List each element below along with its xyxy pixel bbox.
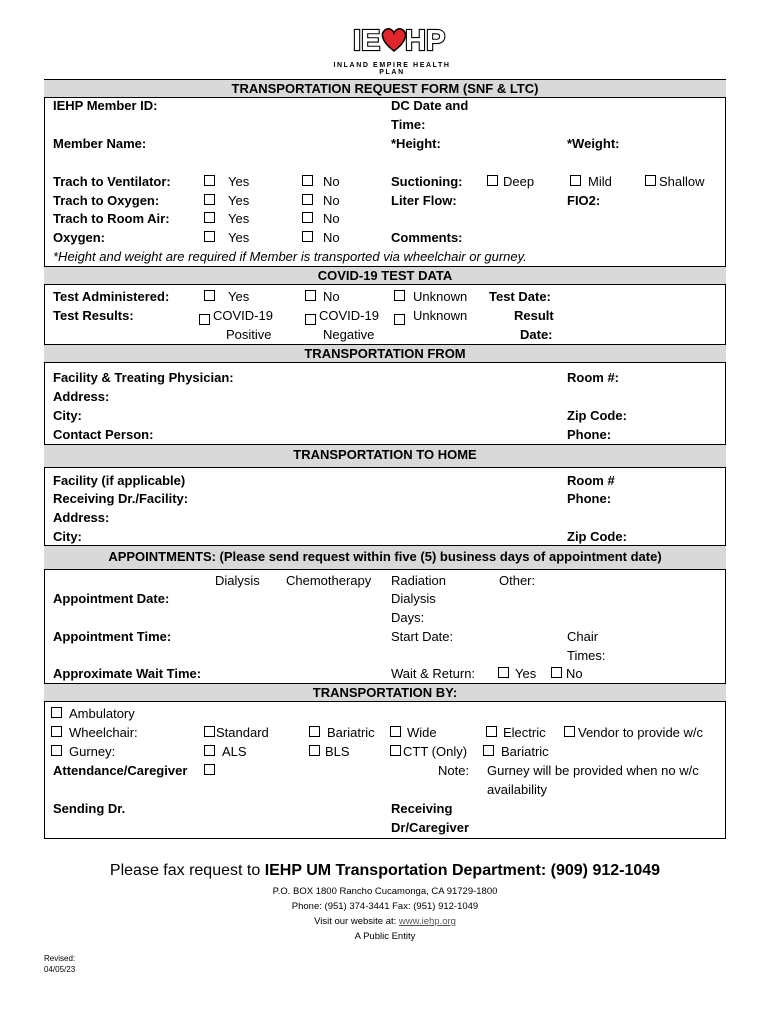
dialysis-days-label-2: Days: bbox=[391, 610, 425, 625]
shallow-checkbox[interactable] bbox=[645, 175, 656, 186]
transport-from-header: TRANSPORTATION FROM bbox=[44, 344, 726, 363]
chair-times-label-2: Times: bbox=[567, 648, 606, 663]
test-results-unknown-checkbox[interactable] bbox=[394, 314, 405, 325]
test-admin-unknown-label: Unknown bbox=[413, 289, 468, 304]
to-receiving-label: Receiving Dr./Facility: bbox=[53, 491, 189, 506]
electric-checkbox[interactable] bbox=[486, 726, 497, 737]
result-label: Result bbox=[514, 308, 554, 323]
test-admin-unknown-checkbox[interactable] bbox=[394, 290, 405, 301]
svg-text:HP: HP bbox=[405, 25, 446, 57]
trach-vent-yes-checkbox[interactable] bbox=[204, 175, 215, 186]
bls-label: BLS bbox=[325, 744, 350, 759]
wait-return-no-label: No bbox=[566, 666, 583, 681]
gurney-label: Gurney: bbox=[69, 744, 116, 759]
trach-oxy-yes-checkbox[interactable] bbox=[204, 194, 215, 205]
note-label: Note: bbox=[438, 763, 470, 778]
liter-flow-label: Liter Flow: bbox=[391, 193, 457, 208]
footer-address: P.O. BOX 1800 Rancho Cucamonga, CA 91729-1800 bbox=[272, 886, 498, 897]
deep-label: Deep bbox=[503, 174, 535, 189]
suctioning-label: Suctioning: bbox=[391, 174, 463, 189]
sending-dr-label: Sending Dr. bbox=[53, 801, 126, 816]
trach-vent-no-checkbox[interactable] bbox=[302, 175, 313, 186]
standard-label: Standard bbox=[216, 725, 269, 740]
note-text-1: Gurney will be provided when no w/c bbox=[487, 763, 699, 778]
covid-positive-label-2: Positive bbox=[226, 327, 272, 342]
from-address-label: Address: bbox=[53, 389, 110, 404]
test-admin-yes-checkbox[interactable] bbox=[204, 290, 215, 301]
to-address-label: Address: bbox=[53, 510, 110, 525]
als-checkbox[interactable] bbox=[204, 745, 215, 756]
logo-tagline: INLAND EMPIRE HEALTH PLAN bbox=[333, 62, 451, 76]
covid-header: COVID-19 TEST DATA bbox=[44, 266, 726, 285]
comments-label: Comments: bbox=[391, 230, 463, 245]
weight-label: *Weight: bbox=[567, 136, 620, 151]
test-results-label: Test Results: bbox=[53, 308, 134, 323]
footer-phone: Phone: (951) 374-3441 Fax: (951) 912-1049 bbox=[291, 901, 479, 912]
oxygen-yes-label: Yes bbox=[228, 230, 250, 245]
from-facility-label: Facility & Treating Physician: bbox=[53, 370, 234, 385]
ambulatory-label: Ambulatory bbox=[69, 706, 135, 721]
wait-return-label: Wait & Return: bbox=[391, 666, 476, 681]
als-label: ALS bbox=[222, 744, 247, 759]
form-title: TRANSPORTATION REQUEST FORM (SNF & LTC) bbox=[44, 79, 726, 98]
from-phone-label: Phone: bbox=[567, 427, 612, 442]
covid-negative-checkbox[interactable] bbox=[305, 314, 316, 325]
ctt-label: CTT (Only) bbox=[403, 744, 468, 759]
wait-return-yes-checkbox[interactable] bbox=[498, 667, 509, 678]
to-zip-label: Zip Code: bbox=[567, 529, 627, 544]
transport-by-header: TRANSPORTATION BY: bbox=[44, 683, 726, 702]
covid-negative-label-2: Negative bbox=[323, 327, 375, 342]
from-contact-label: Contact Person: bbox=[53, 427, 154, 442]
start-date-label: Start Date: bbox=[391, 629, 454, 644]
dc-date-label: DC Date and bbox=[391, 98, 469, 113]
bariatric-wc-label: Bariatric bbox=[327, 725, 375, 740]
receiving-label-2: Dr/Caregiver bbox=[391, 820, 470, 835]
test-admin-no-checkbox[interactable] bbox=[305, 290, 316, 301]
test-results-unknown-label: Unknown bbox=[413, 308, 468, 323]
covid-positive-label-1: COVID-19 bbox=[213, 308, 273, 323]
covid-negative-label-1: COVID-19 bbox=[319, 308, 379, 323]
standard-checkbox[interactable] bbox=[204, 726, 215, 737]
footer-entity: A Public Entity bbox=[354, 931, 416, 942]
vendor-checkbox[interactable] bbox=[564, 726, 575, 737]
svg-text:IE: IE bbox=[353, 25, 381, 57]
from-city-label: City: bbox=[53, 408, 82, 423]
wait-return-yes-label: Yes bbox=[515, 666, 537, 681]
deep-checkbox[interactable] bbox=[487, 175, 498, 186]
oxygen-yes-checkbox[interactable] bbox=[204, 231, 215, 242]
mild-checkbox[interactable] bbox=[570, 175, 581, 186]
dialysis-days-label-1: Dialysis bbox=[391, 591, 436, 606]
to-phone-label: Phone: bbox=[567, 491, 612, 506]
trach-air-no-checkbox[interactable] bbox=[302, 212, 313, 223]
fax-instruction bbox=[0, 862, 770, 880]
wait-time-label: Approximate Wait Time: bbox=[53, 666, 202, 681]
footer-website-line bbox=[0, 916, 770, 927]
test-admin-no-label: No bbox=[323, 289, 340, 304]
bariatric-gurney-label: Bariatric bbox=[501, 744, 549, 759]
trach-air-yes-label: Yes bbox=[228, 211, 250, 226]
to-facility-label: Facility (if applicable) bbox=[53, 473, 186, 488]
trach-oxygen-label: Trach to Oxygen: bbox=[53, 193, 160, 208]
fax-department: IEHP UM Transportation Department: (909) 912-1049 bbox=[264, 862, 661, 879]
to-city-label: City: bbox=[53, 529, 82, 544]
trach-oxy-no-label: No bbox=[323, 193, 340, 208]
revised-date: 04/05/23 bbox=[44, 965, 76, 974]
result-date-label: Date: bbox=[520, 327, 553, 342]
oxygen-no-checkbox[interactable] bbox=[302, 231, 313, 242]
other-label: Other: bbox=[499, 573, 536, 588]
dc-time-label: Time: bbox=[391, 117, 426, 132]
trach-air-no-label: No bbox=[323, 211, 340, 226]
receiving-label-1: Receiving bbox=[391, 801, 453, 816]
test-admin-yes-label: Yes bbox=[228, 289, 250, 304]
appointments-header: APPOINTMENTS: (Please send request within five (5) business days of appointment date) bbox=[44, 545, 726, 570]
bariatric-wc-checkbox[interactable] bbox=[309, 726, 320, 737]
to-room-label: Room # bbox=[567, 473, 615, 488]
ambulatory-checkbox[interactable] bbox=[51, 707, 62, 718]
transport-to-home-header: TRANSPORTATION TO HOME bbox=[44, 444, 726, 468]
wheelchair-checkbox[interactable] bbox=[51, 726, 62, 737]
trach-vent-yes-label: Yes bbox=[228, 174, 250, 189]
test-administered-label: Test Administered: bbox=[53, 289, 170, 304]
gurney-checkbox[interactable] bbox=[51, 745, 62, 756]
appointment-date-label: Appointment Date: bbox=[53, 591, 170, 606]
radiation-option: Radiation bbox=[391, 573, 446, 588]
from-room-label: Room #: bbox=[567, 370, 619, 385]
height-label: *Height: bbox=[391, 136, 441, 151]
bls-checkbox[interactable] bbox=[309, 745, 320, 756]
bariatric-gurney-checkbox[interactable] bbox=[483, 745, 494, 756]
attendance-label: Attendance/Caregiver bbox=[53, 763, 188, 778]
iehp-logo bbox=[352, 24, 446, 57]
dialysis-option: Dialysis bbox=[215, 573, 260, 588]
chair-times-label-1: Chair bbox=[567, 629, 599, 644]
fio2-label: FIO2: bbox=[567, 193, 601, 208]
attendance-checkbox[interactable] bbox=[204, 764, 215, 775]
from-zip-label: Zip Code: bbox=[567, 408, 627, 423]
wide-checkbox[interactable] bbox=[390, 726, 401, 737]
trach-air-yes-checkbox[interactable] bbox=[204, 212, 215, 223]
vendor-label: Vendor to provide w/c bbox=[578, 725, 704, 740]
chemotherapy-option: Chemotherapy bbox=[286, 573, 372, 588]
height-weight-note: *Height and weight are required if Member is transported via wheelchair or gurney. bbox=[53, 249, 527, 264]
wheelchair-label: Wheelchair: bbox=[69, 725, 138, 740]
mild-label: Mild bbox=[588, 174, 612, 189]
fax-prefix: Please fax request to bbox=[109, 862, 265, 879]
member-name-label: Member Name: bbox=[53, 136, 147, 151]
oxygen-no-label: No bbox=[323, 230, 340, 245]
trach-vent-no-label: No bbox=[323, 174, 340, 189]
wide-label: Wide bbox=[407, 725, 437, 740]
trach-oxy-no-checkbox[interactable] bbox=[302, 194, 313, 205]
covid-positive-checkbox[interactable] bbox=[199, 314, 210, 325]
appointment-time-label: Appointment Time: bbox=[53, 629, 172, 644]
trach-ventilator-label: Trach to Ventilator: bbox=[53, 174, 171, 189]
test-date-label: Test Date: bbox=[489, 289, 551, 304]
website-link[interactable]: www.iehp.org bbox=[398, 916, 456, 927]
revised-label: Revised: bbox=[44, 954, 76, 963]
oxygen-label: Oxygen: bbox=[53, 230, 106, 245]
website-prefix: Visit our website at: bbox=[314, 916, 399, 927]
trach-room-air-label: Trach to Room Air: bbox=[53, 211, 170, 226]
shallow-label: Shallow bbox=[659, 174, 705, 189]
ctt-checkbox[interactable] bbox=[390, 745, 401, 756]
trach-oxy-yes-label: Yes bbox=[228, 193, 250, 208]
note-text-2: availability bbox=[487, 782, 547, 797]
member-id-label: IEHP Member ID: bbox=[53, 98, 158, 113]
electric-label: Electric bbox=[503, 725, 546, 740]
wait-return-no-checkbox[interactable] bbox=[551, 667, 562, 678]
